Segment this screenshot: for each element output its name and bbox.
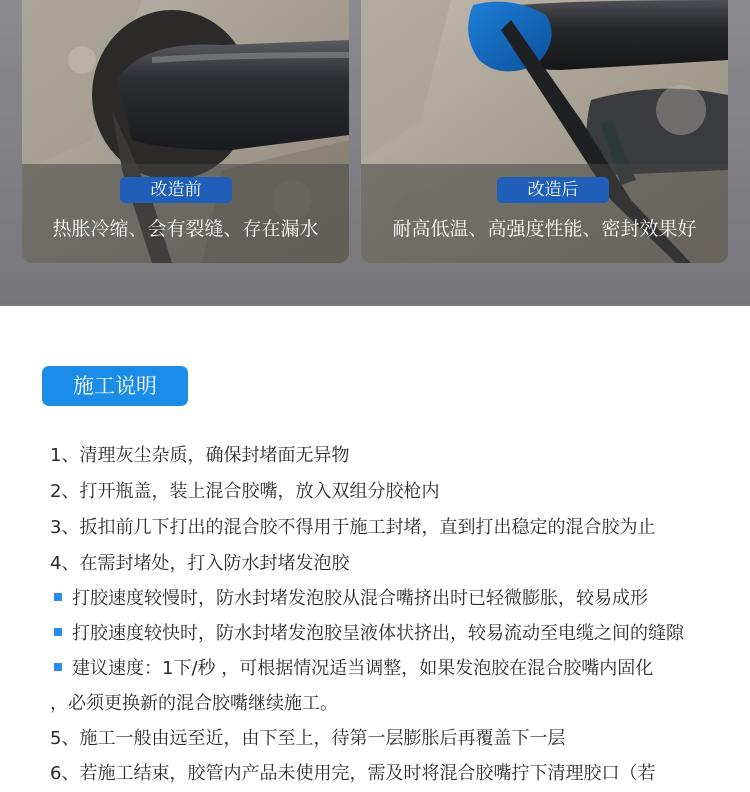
square-bullet-icon (54, 663, 62, 671)
bullet-item (54, 616, 684, 652)
bullet-text: 打胶速度较快时，防水封堵发泡胶呈液体状挤出，较易流动至电缆之间的缝隙 (72, 623, 684, 644)
comparison-banner (0, 0, 750, 306)
bullet-item (54, 581, 648, 617)
bullet-text: 建议速度：1下/秒 ，可根据情况适当调整，如果发泡胶在混合胶嘴内固化 (72, 658, 654, 679)
after-photo (361, 0, 728, 263)
step-item: 4、在需封堵处，打入防水封堵发泡胶 (50, 553, 350, 574)
after-description: 耐高低温、高强度性能、密封效果好 (392, 218, 697, 240)
square-bullet-icon (54, 593, 62, 601)
before-photo (22, 0, 349, 263)
step-item: 2、打开瓶盖，装上混合胶嘴，放入双组分胶枪内 (50, 481, 440, 502)
bullet-text: 打胶速度较慢时，防水封堵发泡胶从混合嘴挤出时已轻微膨胀，较易成形 (72, 588, 648, 609)
square-bullet-icon (54, 628, 62, 636)
before-description: 热胀冷缩、会有裂缝、存在漏水 (52, 218, 319, 240)
step-item: ，必须更换新的混合胶嘴继续施工。 (50, 693, 338, 714)
step-item: 6、若施工结束，胶管内产品未使用完，需及时将混合胶嘴拧下清理胶口（若 (50, 763, 656, 784)
after-tag: 改造后 (497, 177, 609, 203)
bullet-item (54, 651, 653, 687)
step-item: 3、扳扣前几下打出的混合胶不得用于施工封堵，直到打出稳定的混合胶为止 (50, 517, 656, 538)
before-tag: 改造前 (120, 177, 232, 203)
step-item: 1、清理灰尘杂质，确保封堵面无异物 (50, 445, 350, 466)
section-title-button: 施工说明 (42, 366, 188, 406)
step-item: 5、施工一般由远至近，由下至上，待第一层膨胀后再覆盖下一层 (50, 728, 566, 749)
